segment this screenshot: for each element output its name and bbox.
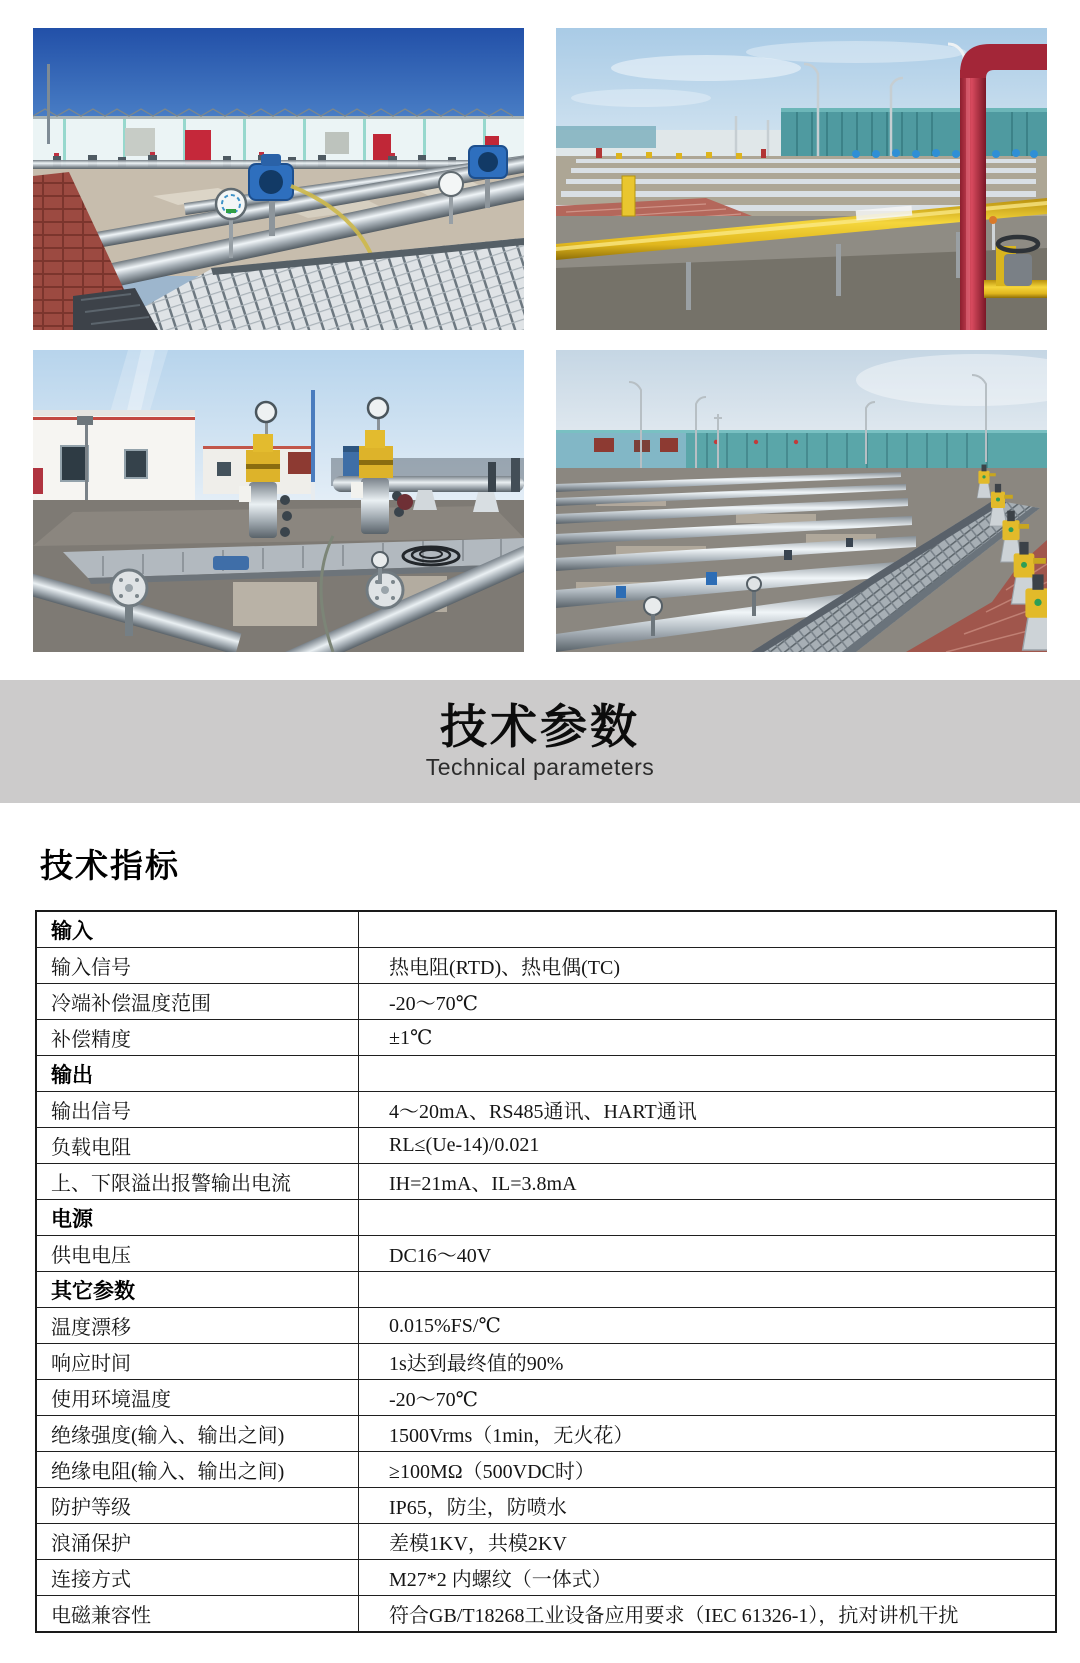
spec-value: 符合GB/T18268工业设备应用要求（IEC 61326-1），抗对讲机干扰: [359, 1596, 1057, 1633]
spec-table: [35, 910, 1057, 1633]
table-row-section-output: [36, 1056, 1056, 1092]
spec-label: 供电电压: [36, 1236, 359, 1272]
banner-subtitle-en: Technical parameters: [425, 754, 655, 781]
spec-value: -20～70℃: [359, 984, 1057, 1020]
spec-value: -20～70℃: [359, 1380, 1057, 1416]
spec-value: RL≤(Ue-14)/0.021: [359, 1128, 1057, 1164]
spec-label: 补偿精度: [36, 1020, 359, 1056]
spec-value: 0.015%FS/℃: [359, 1308, 1057, 1344]
spec-label: 冷端补偿温度范围: [36, 984, 359, 1020]
table-row: [36, 1524, 1056, 1560]
red-door: [185, 130, 211, 164]
yellow-sign: [622, 176, 635, 216]
spec-value: IP65，防尘，防喷水: [359, 1488, 1057, 1524]
spec-value: 差模1KV，共模2KV: [359, 1524, 1057, 1560]
spec-value: IH=21mA、IL=3.8mA: [359, 1164, 1057, 1200]
spec-label: 绝缘电阻(输入、输出之间): [36, 1452, 359, 1488]
table-row: [36, 1596, 1056, 1633]
table-row: [36, 1344, 1056, 1380]
table-row: [36, 1092, 1056, 1128]
table-row: [36, 1020, 1056, 1056]
spec-label: 输出信号: [36, 1092, 359, 1128]
table-row-section-other: [36, 1272, 1056, 1308]
flag-pole: [47, 64, 50, 144]
photo-pipeline-rows-transmitters: [33, 28, 524, 330]
spec-value: [359, 1200, 1057, 1236]
photo-1-illustration: [33, 28, 524, 330]
photo-yellow-red-pipeline-field: [556, 28, 1047, 330]
lamp-pole: [85, 424, 88, 506]
small-transmitter: [213, 556, 249, 570]
label-tag: [239, 486, 251, 502]
spec-value: ≥100MΩ（500VDC时）: [359, 1452, 1057, 1488]
spec-value: [359, 911, 1057, 948]
spec-value: 4～20mA、RS485通讯、HART通讯: [359, 1092, 1057, 1128]
photo-grid: [0, 0, 1080, 652]
table-row-section-input: [36, 911, 1056, 948]
spec-label: 上、下限溢出报警输出电流: [36, 1164, 359, 1200]
spec-label: 绝缘强度(输入、输出之间): [36, 1416, 359, 1452]
table-row-section-power: [36, 1200, 1056, 1236]
table-row: [36, 1560, 1056, 1596]
spec-label: 输入: [36, 911, 359, 948]
spec-label: 负载电阻: [36, 1128, 359, 1164]
spec-label: 响应时间: [36, 1344, 359, 1380]
table-row: [36, 1380, 1056, 1416]
spec-label: 电磁兼容性: [36, 1596, 359, 1633]
teal-fence: [556, 430, 1047, 470]
photo-2-illustration: [556, 28, 1047, 330]
spec-value: DC16～40V: [359, 1236, 1057, 1272]
spec-label: 防护等级: [36, 1488, 359, 1524]
section-banner: [0, 680, 1080, 803]
table-row: [36, 984, 1056, 1020]
spec-value: 1500Vrms（1min，无火花）: [359, 1416, 1057, 1452]
spec-value: [359, 1272, 1057, 1308]
hvac-unit: [125, 128, 155, 156]
photo-3-illustration: [33, 350, 524, 652]
table-row: [36, 1236, 1056, 1272]
spec-value: ±1℃: [359, 1020, 1057, 1056]
spec-value: M27*2 内螺纹（一体式）: [359, 1560, 1057, 1596]
table-row: [36, 1164, 1056, 1200]
spec-label: 使用环境温度: [36, 1380, 359, 1416]
table-row: [36, 1416, 1056, 1452]
photo-wellhead-platform: [33, 350, 524, 652]
spec-value: 1s达到最终值的90%: [359, 1344, 1057, 1380]
table-row: [36, 1488, 1056, 1524]
spec-label: 其它参数: [36, 1272, 359, 1308]
spec-label: 温度漂移: [36, 1308, 359, 1344]
table-row: [36, 1308, 1056, 1344]
spec-label: 浪涌保护: [36, 1524, 359, 1560]
spec-table-body: [36, 911, 1056, 1632]
handwheel: [397, 494, 413, 510]
table-row: [36, 948, 1056, 984]
spec-label: 电源: [36, 1200, 359, 1236]
spec-value: 热电阻(RTD)、热电偶(TC): [359, 948, 1057, 984]
spec-heading: 技术指标: [40, 847, 180, 884]
table-row: [36, 1128, 1056, 1164]
photo-pipeline-walkway-row: [556, 350, 1047, 652]
spec-label: 输入信号: [36, 948, 359, 984]
banner-title-cn: 技术参数: [440, 699, 640, 753]
spec-label: 输出: [36, 1056, 359, 1092]
table-row: [36, 1452, 1056, 1488]
spec-label: 连接方式: [36, 1560, 359, 1596]
photo-4-illustration: [556, 350, 1047, 652]
spec-value: [359, 1056, 1057, 1092]
